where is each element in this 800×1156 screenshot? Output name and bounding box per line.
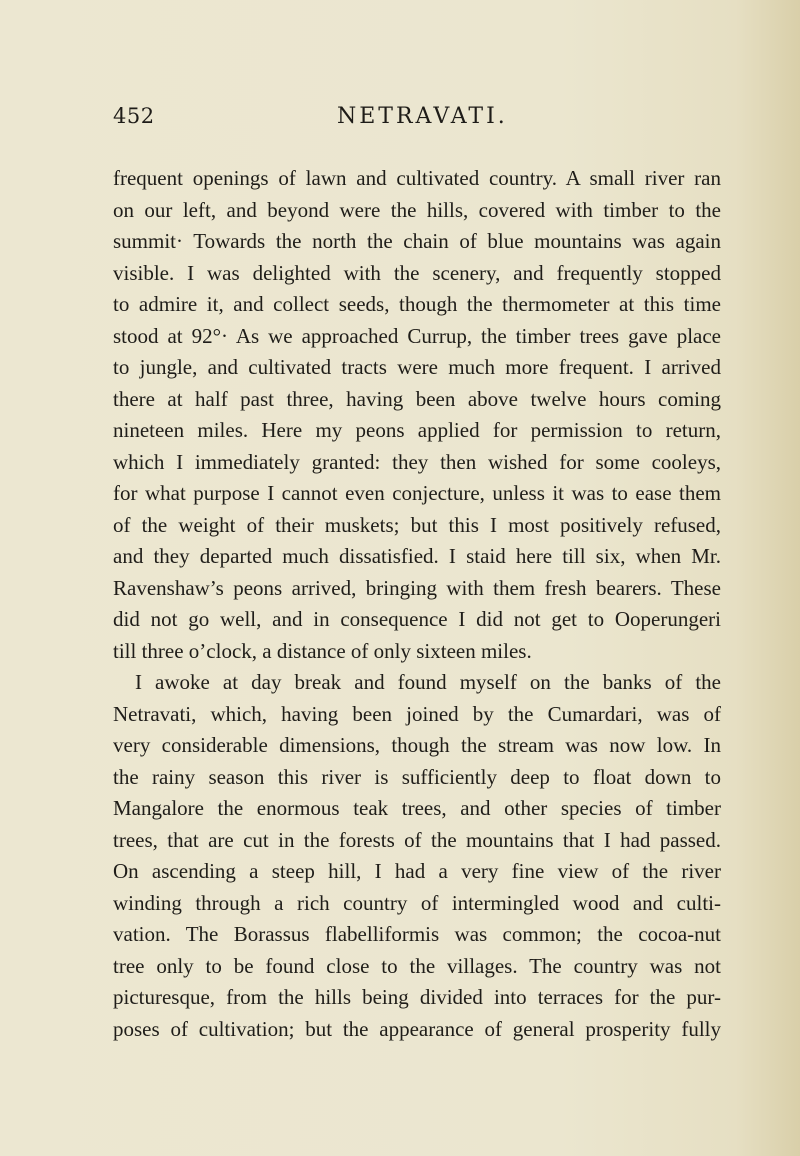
text-line: the rainy season this river is sufficiently deep to float down to <box>113 764 721 789</box>
text-line: poses of cultivation; but the appearance of general prosperity fully <box>113 1016 721 1041</box>
text-line: on our left, and beyond were the hills, covered with timber to the <box>113 197 721 222</box>
text-line: nineteen miles. Here my peons applied for permission to return, <box>113 418 721 442</box>
text-line: there at half past three, having been above twelve hours coming <box>113 386 721 411</box>
text-line: stood at 92°· As we approached Currup, the timber trees gave place <box>113 323 721 348</box>
text-line: Ravenshaw’s peons arrived, bringing with them fresh bearers. These <box>113 575 721 600</box>
text-line: On ascending a steep hill, I had a very fine view of the river <box>113 859 721 883</box>
page-header <box>0 104 800 134</box>
text-line: did not go well, and in consequence I did not get to Ooperungeri <box>113 607 721 631</box>
text-line: very considerable dimensions, though the stream was now low. In <box>113 733 721 757</box>
body-text <box>113 163 721 1045</box>
text-line: to jungle, and cultivated tracts were much more frequent. I arrived <box>113 355 721 379</box>
text-line: picturesque, from the hills being divided into terraces for the pur- <box>113 985 721 1009</box>
text-line: of the weight of their muskets; but this I most positively refused, <box>113 512 721 537</box>
text-line: which I immediately granted: they then wished for some cooleys, <box>113 449 721 474</box>
text-line: visible. I was delighted with the scenery, and frequently stopped <box>113 260 721 285</box>
text-line: winding through a rich country of intermingled wood and culti- <box>113 890 721 915</box>
page-number: 452 <box>113 104 155 128</box>
text-line: and they departed much dissatisfied. I staid here till six, when Mr. <box>113 544 721 568</box>
text-line: tree only to be found close to the villages. The country was not <box>113 953 721 978</box>
text-line: Mangalore the enormous teak trees, and other species of timber <box>113 796 721 820</box>
text-line: trees, that are cut in the forests of the mountains that I had passed. <box>113 827 721 852</box>
text-line: frequent openings of lawn and cultivated country. A small river ran <box>113 166 721 190</box>
text-line: I awoke at day break and found myself on the banks of the <box>135 670 721 694</box>
text-line: vation. The Borassus flabelliformis was common; the cocoa-nut <box>113 922 721 946</box>
text-line: till three o’clock, a distance of only sixteen miles. <box>113 638 532 663</box>
text-line: summit· Towards the north the chain of blue mountains was again <box>113 229 721 253</box>
text-line: for what purpose I cannot even conjecture, unless it was to ease them <box>113 481 721 505</box>
running-title: NETRAVATI. <box>337 104 508 129</box>
text-line: Netravati, which, having been joined by the Cumardari, was of <box>113 701 721 726</box>
text-line: to admire it, and collect seeds, though the thermometer at this time <box>113 292 721 316</box>
